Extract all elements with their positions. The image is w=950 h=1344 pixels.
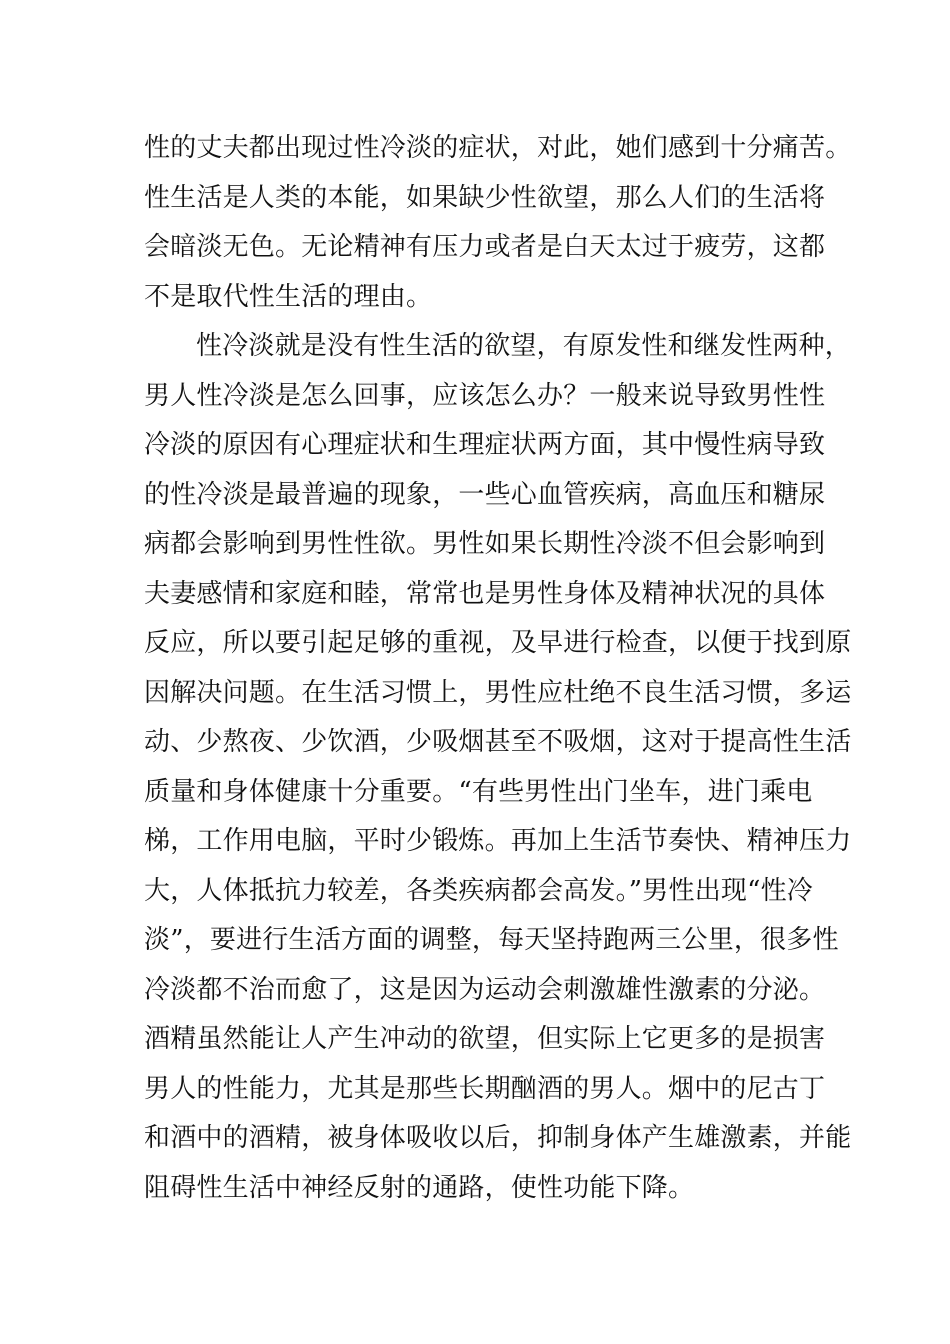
text-line: 性的丈夫都出现过性冷淡的症状，对此，她们感到十分痛苦。: [144, 133, 852, 163]
text-line-indented: 性冷淡就是没有性生活的欲望，有原发性和继发性两种，: [196, 331, 852, 361]
text-line: 大，人体抵抗力较差，各类疾病都会高发。”男性出现“性冷: [144, 875, 813, 906]
document-body: [144, 124, 852, 1213]
paragraph-1: [144, 124, 852, 322]
text-line: 病都会影响到男性性欲。男性如果长期性冷淡不但会影响到: [144, 529, 826, 559]
text-line: 淡”，要进行生活方面的调整，每天坚持跑两三公里，很多性: [144, 925, 839, 955]
text-line: 梯，工作用电脑，平时少锻炼。再加上生活节奏快、精神压力: [144, 826, 852, 856]
text-line: 和酒中的酒精，被身体吸收以后，抑制身体产生雄激素，并能: [144, 1123, 852, 1153]
text-line: 男人性冷淡是怎么回事，应该怎么办？一般来说导致男性性: [144, 380, 826, 411]
text-line: 夫妻感情和家庭和睦，常常也是男性身体及精神状况的具体: [144, 578, 826, 609]
text-line: 冷淡都不治而愈了，这是因为运动会刺激雄性激素的分泌。: [144, 974, 826, 1005]
text-line: 质量和身体健康十分重要。“有些男性出门坐车，进门乘电: [144, 776, 813, 807]
text-line: 男人的性能力，尤其是那些长期酗酒的男人。烟中的尼古丁: [144, 1073, 826, 1104]
text-line: 酒精虽然能让人产生冲动的欲望，但实际上它更多的是损害: [144, 1024, 826, 1054]
text-line: 反应，所以要引起足够的重视，及早进行检查，以便于找到原: [144, 628, 852, 658]
text-line: 动、少熬夜、少饮酒，少吸烟甚至不吸烟，这对于提高性生活: [144, 727, 852, 757]
paragraph-2: [144, 322, 852, 1213]
text-line: 阻碍性生活中神经反射的通路，使性功能下降。: [144, 1172, 695, 1203]
text-line: 因解决问题。在生活习惯上，男性应杜绝不良生活习惯，多运: [144, 677, 852, 708]
text-line: 的性冷淡是最普遍的现象，一些心血管疾病，高血压和糖尿: [144, 479, 826, 510]
text-line: 会暗淡无色。无论精神有压力或者是白天太过于疲劳，这都: [144, 232, 826, 262]
text-line: 冷淡的原因有心理症状和生理症状两方面，其中慢性病导致: [144, 430, 826, 460]
text-line: 性生活是人类的本能，如果缺少性欲望，那么人们的生活将: [144, 182, 826, 213]
text-line: 不是取代性生活的理由。: [144, 281, 433, 312]
